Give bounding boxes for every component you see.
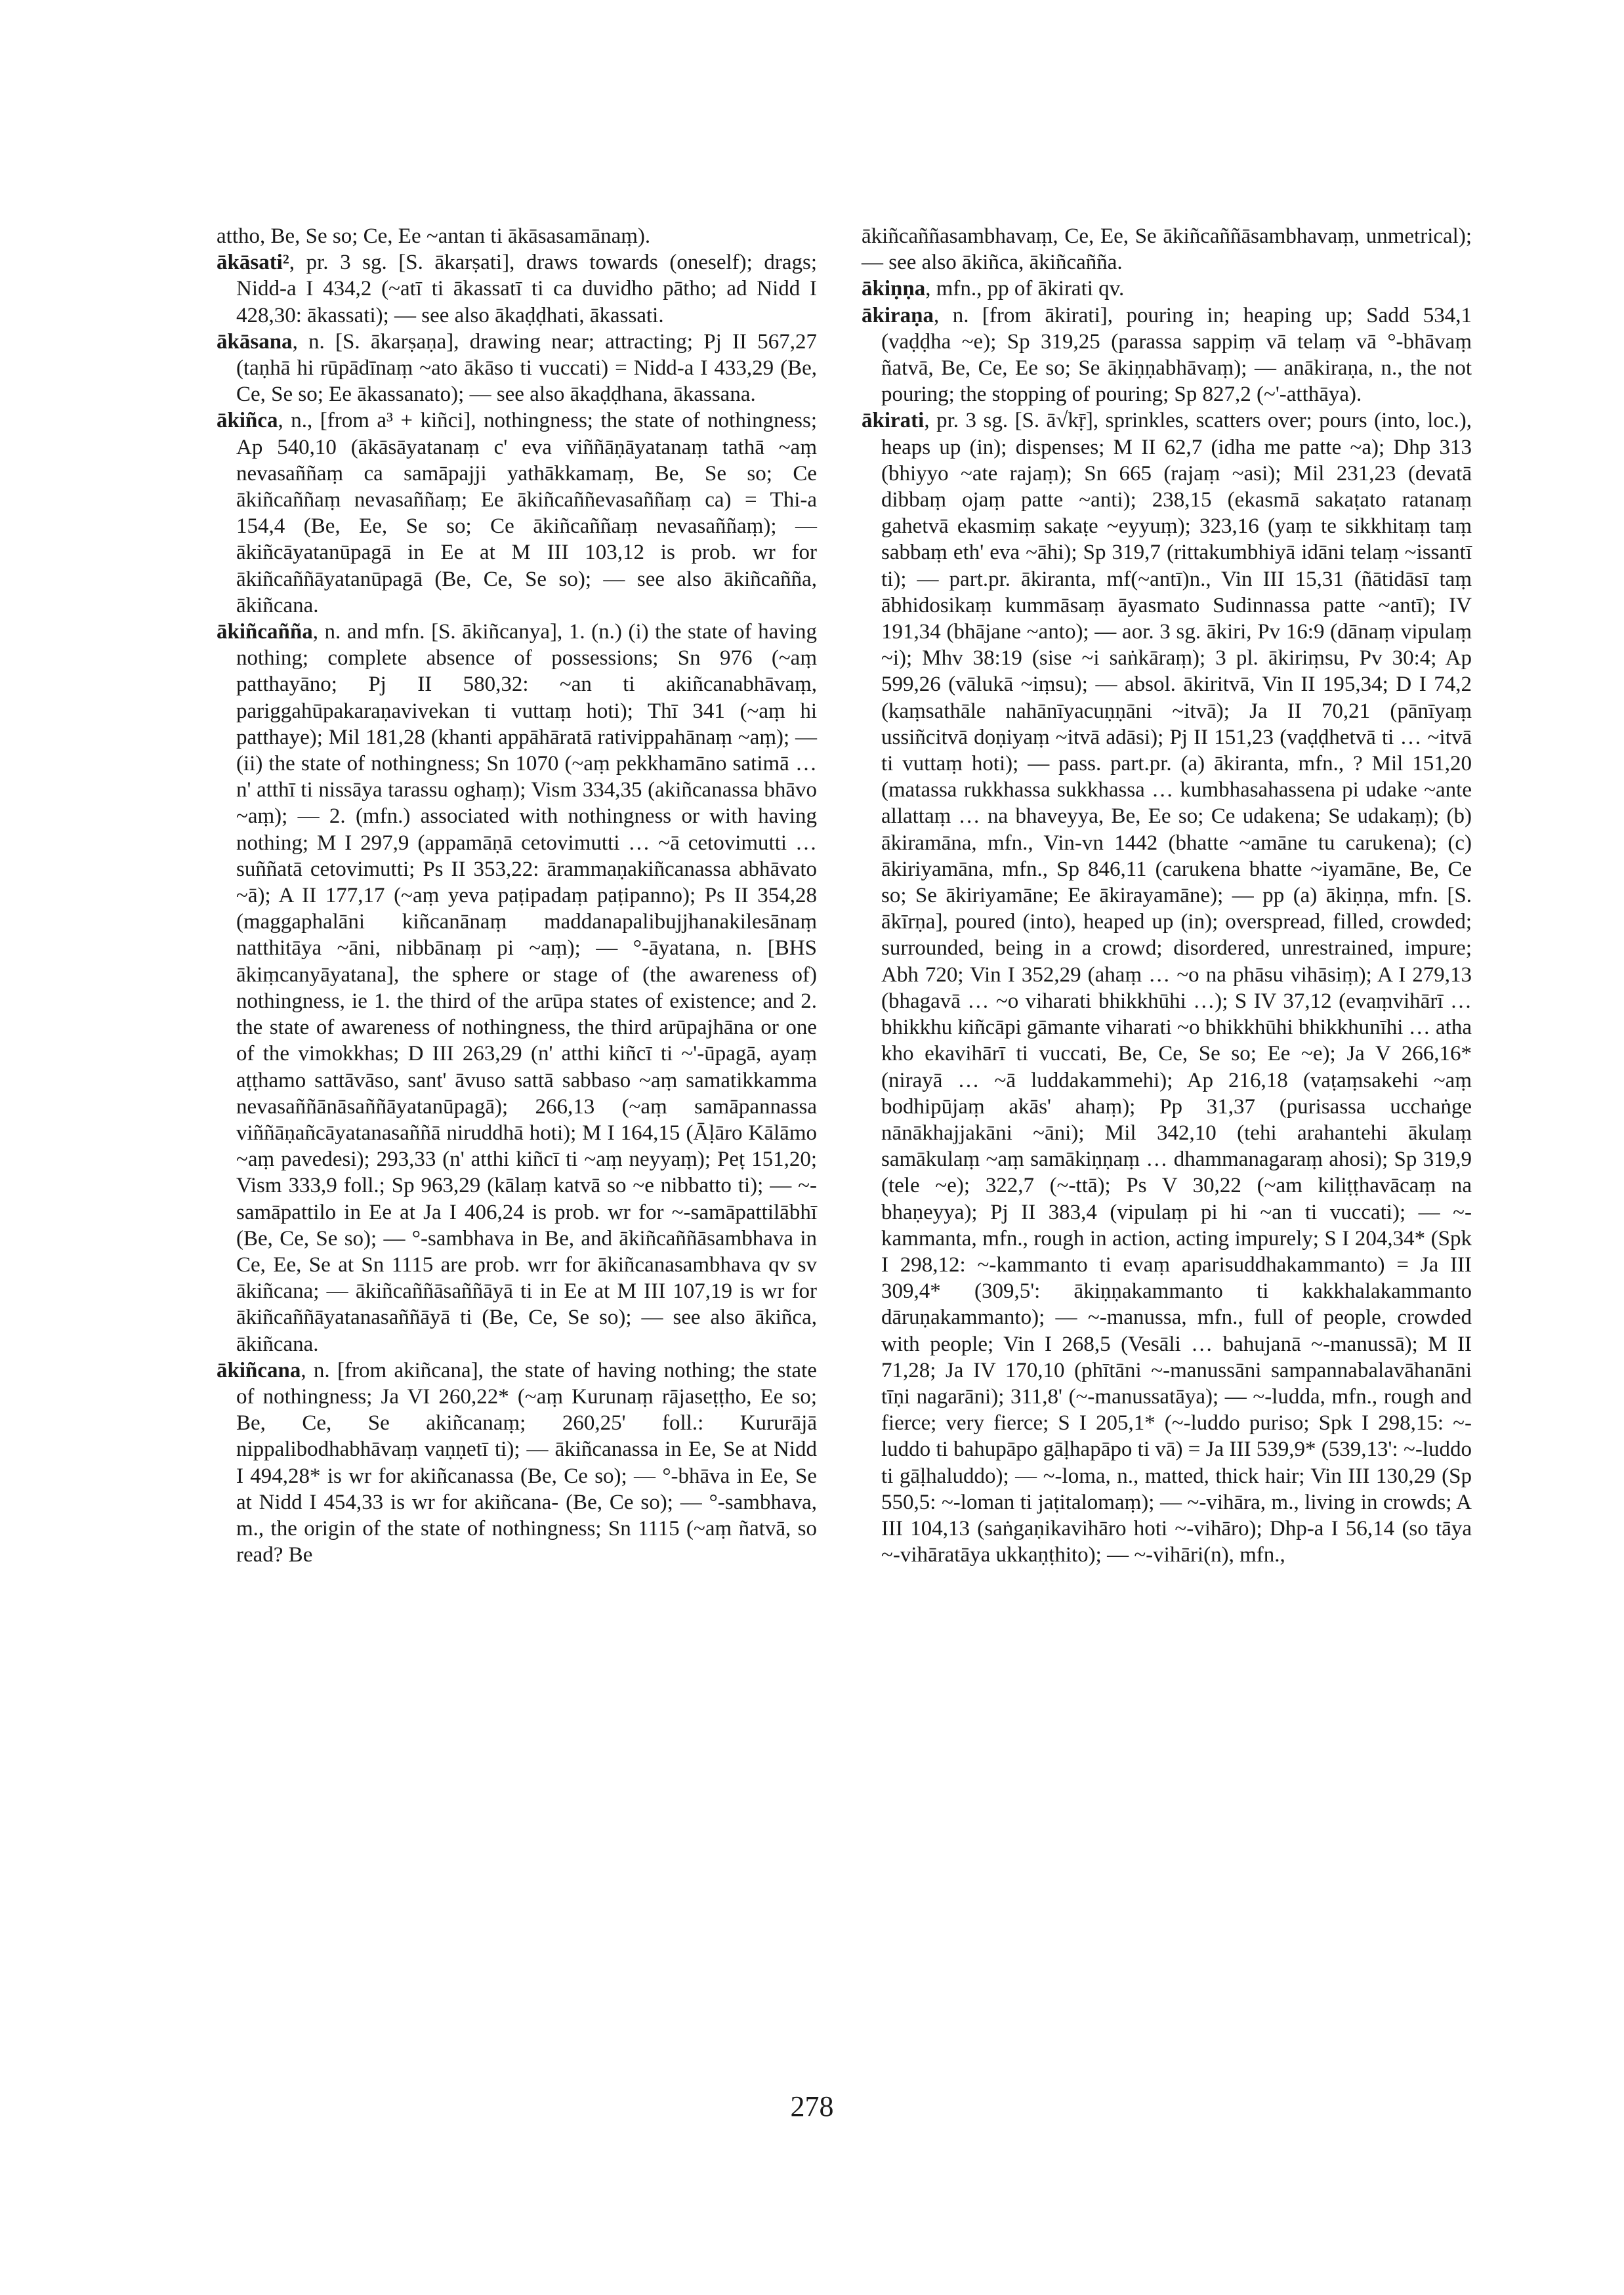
entry: ākirati, pr. 3 sg. [S. ā√kṝ], sprinkles, scatters over; pours (into, loc.), heaps up (in); dispenses; M II 62,7 (idha me patte ~a); Dhp 313 (bhiyyo ~ate rajaṃ); Sn 665 (rajaṃ ~asi); Mil 231,23 (devatā dibbaṃ ojaṃ patte ~anti); 238,15 (ekasmā sakaṭato ratanaṃ gahetvā ekasmiṃ sakaṭe ~eyyuṃ); 323,16 (yaṃ te sikkhitaṃ taṃ sabbaṃ eth' eva ~āhi); Sp 319,7 (rittakumbhiyā idāni telaṃ ~issantī ti); — part.pr. ākiranta, mf(~antī)n., Vin III 15,31 (ñātidāsī taṃ ābhidosikaṃ kummāsaṃ āyasmato Sudinnassa patte ~antī); IV 191,34 (bhājane ~anto); — aor. 3 sg. ākiri, Pv 16:9 (dānaṃ vipulaṃ ~i); Mhv 38:19 (sise ~i saṅkāraṃ); 3 pl. ākiriṃsu, Pv 30:4; Ap 599,26 (vālukā ~iṃsu); — absol. ākiritvā, Vin II 195,34; D I 74,2 (kaṃsathāle nahānīyacuṇṇāni ~itvā); Ja II 70,21 (pānīyaṃ ussiñcitvā doṇiyaṃ ~itvā adāsi); Pj II 151,23 (vaḍḍhetvā ti … ~itvā ti vuttaṃ hoti); — pass. part.pr. (a) ākiranta, mfn., ? Mil 151,20 (matassa rukkhassa sukkhassa … kumbhasahassena pi udake ~ante allattaṃ … na bhaveyya, Be, Ee so; Ce udakena; Se udakaṃ); (b) ākiramāna, mfn., Vin-vn 1442 (bhatte ~amāne tu carukena); (c) ākiriyamāna, mfn., Sp 846,11 (carukena bhatte ~iyamāne, Be, Ce so; Se ākiriyamāne; Ee ākirayamāne); — pp (a) ākiṇṇa, mfn. [S. ākīrṇa], poured (into), heaped up (in); overspread, filled, crowded; surrounded, being in a crowd; disordered, unrestrained, impure; Abh 720; Vin I 352,29 (ahaṃ … ~o na phāsu vihāsiṃ); A I 279,13 (bhagavā … ~o viharati bhikkhūhi …); S IV 37,12 (evaṃvihārī … bhikkhu kiñcāpi gāmante viharati ~o bhikkhūhi bhikkhunīhi … atha kho ekavihārī ti vuccati, Be, Ce, Se so; Ee ~e); Ja V 266,16* (nirayā … ~ā luddakammehi); Ap 216,18 (vaṭaṃsakehi ~aṃ bodhipūjaṃ akās' ahaṃ); Pp 31,37 (purisassa ucchaṅge nānākhajjakāni ~āni); Mil 342,10 (tehi arahantehi ākulaṃ samākulaṃ ~aṃ samākiṇṇaṃ … dhammanagaraṃ ahosi); Sp 319,9 (tele ~e); 322,7 (~-ttā); Ps V 30,22 (~am kiliṭṭhavācaṃ na bhaṇeyya); Pj II 383,4 (vipulaṃ pi hi ~an ti vuccati); — ~-kammanta, mfn., rough in action, acting impurely; S I 204,34* (Spk I 298,12: ~-kammanto ti evaṃ aparisuddhakammanto) = Ja III 309,4* (309,5': ākiṇṇakammanto ti kakkhalakammanto dāruṇakammanto); — ~-manussa, mfn., full of people, crowded with people; Vin I 268,5 (Vesāli … bahujanā ~-manussā); M II 71,28; Ja IV 170,10 (phītāni ~-manussāni sampannabalavāhanāni tīṇi nagarāni); 311,8' (~-manussatāya); — ~-ludda, mfn., rough and fierce; very fierce; S I 205,1* (~-luddo puriso; Spk I 298,15: ~-luddo ti bahupāpo gāḷhapāpo ti vā) = Ja III 539,9* (539,13': ~-luddo ti gāḷhaluddo); — ~-loma, n., matted, thick hair; Vin III 130,29 (Sp 550,5: ~-loman ti jaṭitalomaṃ); — ~-vihāra, m., living in crowds; A III 104,13 (saṅgaṇikavihāro hoti ~-vihāro); Dhp-a I 56,14 (so tāya ~-vihāratāya ukkaṇṭhito); — ~-vihāri(n), mfn., (862, 409, 1472, 1567)
entry: attho, Be, Se so; Ce, Ee ~antan ti ākāsasamānaṃ). (217, 224, 651, 248)
page-number: 278 (790, 2090, 834, 2122)
entry: ākiñcañña, n. and mfn. [S. ākiñcanya], 1. (n.) (i) the state of having nothing; complete absence of possessions; Sn 976 (~aṃ patthayāno; Pj II 580,32: ~an ti akiñcanabhāvaṃ, pariggahūpakaraṇavivekan ti vuttaṃ hoti); Thī 341 (~aṃ hi patthaye); Mil 181,28 (khanti appāhāratā rativippahānaṃ ~aṃ); — (ii) the state of nothingness; Sn 1070 (~aṃ pekkhamāno satimā … n' atthī ti nissāya tarassu oghaṃ); Vism 334,35 (akiñcanassa bhāvo ~aṃ); — 2. (mfn.) associated with nothingness or with having nothing; M I 297,9 (appamāṇā cetovimutti … ~ā cetovimutti … suññatā cetovimutti; Ps II 353,22: ārammaṇakiñcanassa abhāvato ~ā); A II 177,17 (~aṃ yeva paṭipadaṃ paṭipanno); Ps II 354,28 (maggaphalāni kiñcanānaṃ maddanapalibujjhanakilesānaṃ natthitāya ~āni, nibbānaṃ pi ~aṃ); — °-āyatana, n. [BHS ākiṃcanyāyatana], the sphere or stage of (the awareness of) nothingness, ie 1. the third of the arūpa states of existence; and 2. the state of awareness of nothingness, the third arūpajhāna or one of the vimokkhas; D III 263,29 (n' atthi kiñcī ti ~'-ūpagā, ayaṃ aṭṭhamo sattāvāso, sant' āvuso sattā sabbaso ~aṃ samatikkamma nevasaññānāsaññāyatanūpagā); 266,13 (~aṃ samāpannassa viññāṇañcāyatanasaññā niruddhā hoti); M I 164,15 (Āḷāro Kālāmo ~aṃ pavedesi); 293,33 (n' atthi kiñcī ti ~aṃ neyyaṃ); Peṭ 151,20; Vism 333,9 foll.; Sp 963,29 (kālaṃ katvā so ~e nibbatto ti); — ~-samāpattilo in Ee at Ja I 406,24 is prob. wr for ~-samāpattilābhī (Be, Ce, Se so); — °-sambhava in Be, and ākiñcaññāsambhava in Ce, Ee, Se at Sn 1115 are prob. wrr for ākiñcanasambhava qv sv ākiñcana; — ākiñcaññāsaññāyā ti in Ee at M III 107,19 is wr for ākiñcaññāyatanasaññāyā ti (Be, Ce, Se so); — see also ākiñca, ākiñcana. (217, 620, 817, 1356)
entry: ākiraṇa, n. [from ākirati], pouring in; heaping up; Sadd 534,1 (vaḍḍha ~e); Sp 319,25 (parassa sappiṃ vā telaṃ vā °-bhāvaṃ ñatvā, Be, Ce, Ee so; Se ākiṇṇabhāvaṃ); — anākiraṇa, n., the not pouring; the stopping of pouring; Sp 827,2 (~'-atthāya). (862, 303, 1472, 407)
headword: ākiṇṇa (862, 277, 926, 301)
entry: ākāsana, n. [S. ākarṣaṇa], drawing near; attracting; Pj II 567,27 (taṇhā hi rūpādīnaṃ ~ato ākāso ti vuccati) = Nidd-a I 433,29 (Be, Ce, Se so; Ee ākassanato); — see also ākaḍḍhana, ākassana. (217, 329, 817, 407)
entry: ākiñca, n., [from a³ + kiñci], nothingness; the state of nothingness; Ap 540,10 (ākāsāyatanaṃ c' eva viññāṇāyatanaṃ tathā ~aṃ nevasaññaṃ ca samāpajji yathākkamaṃ, Be, Se so; Ce ākiñcaññaṃ nevasaññaṃ; Ee ākiñcaññevasaññaṃ ca) = Thi-a 154,4 (Be, Ee, Se so; Ce ākiñcaññaṃ nevasaññaṃ); — ākiñcāyatanūpagā in Ee at M III 103,12 is prob. wr for ākiñcaññāyatanūpagā (Be, Ce, Se so); — see also ākiñcañña, ākiñcana. (217, 409, 817, 617)
headword: ākirati (862, 409, 925, 433)
entry: ākāsati², pr. 3 sg. [S. ākarṣati], draws towards (oneself); drags; Nidd-a I 434,2 (~atī ti ākassatī ti ca duvidho pātho; ad Nidd I 428,30: ākassati); — see also ākaḍḍhati, ākassati. (217, 251, 817, 327)
entry: ākiṇṇa, mfn., pp of ākirati qv. (862, 277, 1125, 301)
right-column (862, 223, 1472, 1568)
headword: ākiraṇa (862, 303, 934, 327)
entry: ākiñcaññasambhavaṃ, Ce, Ee, Se ākiñcaññāsambhavaṃ, unmetrical); — see also ākiñca, ākiñcañña. (862, 224, 1472, 275)
headword: ākiñcana (217, 1358, 301, 1382)
headword: ākāsana (217, 329, 293, 354)
headword: ākiñcañña (217, 620, 313, 644)
left-column (217, 223, 817, 1568)
headword: ākāsati² (217, 251, 289, 275)
headword: ākiñca (217, 409, 278, 433)
entry: ākiñcana, n. [from akiñcana], the state of having nothing; the state of nothingness; Ja VI 260,22* (~aṃ Kurunaṃ rājaseṭṭho, Ee so; Be, Ce, Se akiñcanaṃ; 260,25' foll.: Kururājā nippalibodhabhāvaṃ vaṇṇetī ti); — ākiñcanassa in Ee, Se at Nidd I 494,28* is wr for akiñcanassa (Be, Ce so); — °-bhāva in Ee, Se at Nidd I 454,33 is wr for akiñcana- (Be, Ce so); — °-sambhava, m., the origin of the state of nothingness; Sn 1115 (~aṃ ñatvā, so read? Be (217, 1358, 817, 1567)
